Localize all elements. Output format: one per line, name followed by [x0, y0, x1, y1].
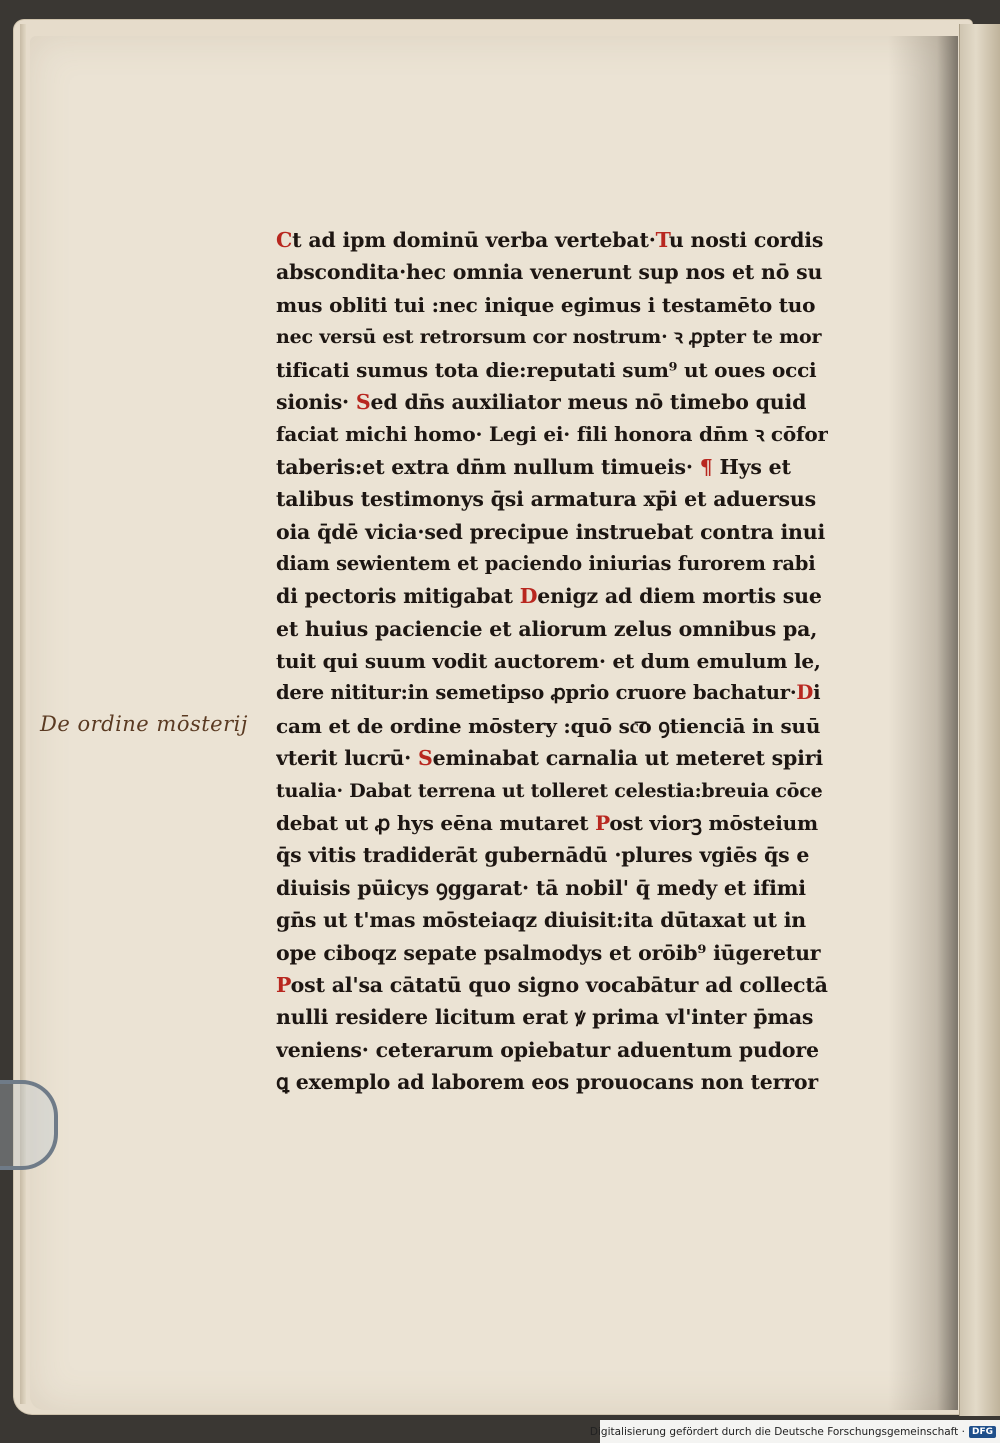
footer-credit: Digitalisierung gefördert durch die Deutsche Forschungsgemeinschaft · [589, 1425, 965, 1438]
book-right-edge [959, 24, 1000, 1416]
text-segment: cam et de ordine mōstery :quō sc͞o ꝯtienciā in suū [276, 713, 821, 738]
text-line [276, 386, 828, 418]
text-line [276, 937, 828, 969]
text-line [276, 872, 828, 904]
text-line [276, 904, 828, 936]
page-gutter-shadow [888, 36, 958, 1410]
text-line [276, 256, 828, 288]
rubric-initial: S [355, 389, 371, 414]
text-segment: talibus testimonys q̄si armatura xp̄i et aduersus [276, 487, 816, 512]
text-segment: tuit qui suum vodit auctorem· et dum emulum le, [276, 649, 821, 674]
text-segment: diuisis pūicys ꝯggarat· tā nobil' q̄ medy et ifimi [276, 875, 806, 900]
text-line [276, 839, 828, 871]
text-segment: di pectoris mitigabat [276, 584, 520, 609]
rubric-initial: P [276, 972, 291, 997]
text-segment: Hys et [712, 454, 791, 479]
page-clip [0, 1080, 58, 1170]
text-line [276, 580, 828, 612]
text-segment: taberis:et extra dn̄m nullum timueis· [276, 454, 700, 479]
text-segment: tualia· Dabat terrena ut tolleret celestia:breuia cōce [276, 779, 823, 802]
marginal-note: De ordine mōsterij [40, 712, 248, 736]
text-segment: eminabat carnalia ut meteret spiri [432, 746, 823, 771]
text-line [276, 677, 828, 709]
text-segment: enigz ad diem mortis sue [537, 584, 822, 609]
text-line [276, 969, 828, 1001]
rubric-initial: S [417, 746, 433, 771]
incunable-text-block [276, 224, 828, 1099]
text-line [276, 645, 828, 677]
text-line [276, 289, 828, 321]
text-line [276, 321, 828, 353]
rubric-initial: P [595, 811, 610, 836]
text-segment: veniens· ceterarum opiebatur aduentum pudore [276, 1037, 819, 1062]
text-line [276, 1034, 828, 1066]
text-segment: oia q̄dē vicia·sed precipue instruebat contra inui [276, 519, 826, 544]
text-segment: u nosti cordis [668, 228, 824, 252]
text-line [276, 742, 828, 774]
text-line [276, 451, 828, 483]
text-segment: mus obliti tui :nec inique egimus i testamēto tuo [276, 292, 816, 317]
rubric-initial: D [519, 584, 538, 609]
text-line [276, 548, 828, 580]
text-segment: gn̄s ut t'mas mōsteiaqz diuisit:ita dūtaxat ut in [276, 908, 806, 933]
text-segment: tificati sumus tota die:reputati sum⁹ ut oues occi [276, 357, 817, 382]
rubric-initial: ¶ [699, 454, 713, 479]
text-line [276, 775, 828, 807]
text-segment: nulli residere licitum erat ꝟ prima vl'inter p̄mas [276, 1005, 814, 1030]
text-line [276, 613, 828, 645]
rubric-initial: T [655, 228, 669, 252]
text-line [276, 807, 828, 839]
text-segment: ꝗ exemplo ad laborem eos prouocans non terror [276, 1070, 818, 1095]
rubric-initial: D [796, 681, 814, 705]
rubric-initial: C [276, 228, 293, 252]
text-segment: ed dn̄s auxiliator meus nō timebo quid [370, 389, 807, 414]
text-segment: i [813, 681, 821, 705]
text-segment: faciat michi homo· Legi ei· fili honora dn̄m ꝛ cōfor [276, 422, 828, 447]
text-segment: ost al'sa cātatū quo signo vocabātur ad collectā [290, 972, 828, 997]
text-segment: debat ut ꝓ hys eēna mutaret [276, 811, 596, 836]
text-line [276, 1066, 828, 1098]
dfg-logo: DFG [969, 1426, 996, 1438]
text-segment: sionis· [276, 389, 356, 414]
text-segment: diam sewientem et paciendo iniurias furorem rabi [276, 551, 816, 575]
text-line [276, 710, 828, 742]
text-segment: q̄s vitis tradiderāt gubernādū ·plures vgiēs q̄s e [276, 843, 810, 868]
text-line [276, 483, 828, 515]
text-line [276, 354, 828, 386]
text-segment: vterit lucrū· [276, 746, 418, 771]
text-segment: nec versū est retrorsum cor nostrum· ꝛ ꝓpter te mor [276, 326, 822, 349]
text-segment: ope ciboqz sepate psalmodys et orōib⁹ iūgeretur [276, 940, 821, 965]
text-line [276, 224, 828, 256]
page-left-edge [20, 24, 26, 1404]
text-segment: dere nititur:in semetipso ꝓprio cruore bachatur· [276, 681, 797, 705]
text-segment: et huius paciencie et aliorum zelus omnibus pa, [276, 616, 818, 641]
text-segment: ost viorꝫ mōsteium [609, 811, 818, 836]
digitization-footer [589, 1420, 1000, 1443]
text-line [276, 516, 828, 548]
text-segment: t ad ipm dominū verba vertebat· [292, 228, 656, 252]
text-line [276, 418, 828, 450]
text-segment: abscondita·hec omnia venerunt sup nos et nō su [276, 260, 823, 285]
text-line [276, 1001, 828, 1033]
